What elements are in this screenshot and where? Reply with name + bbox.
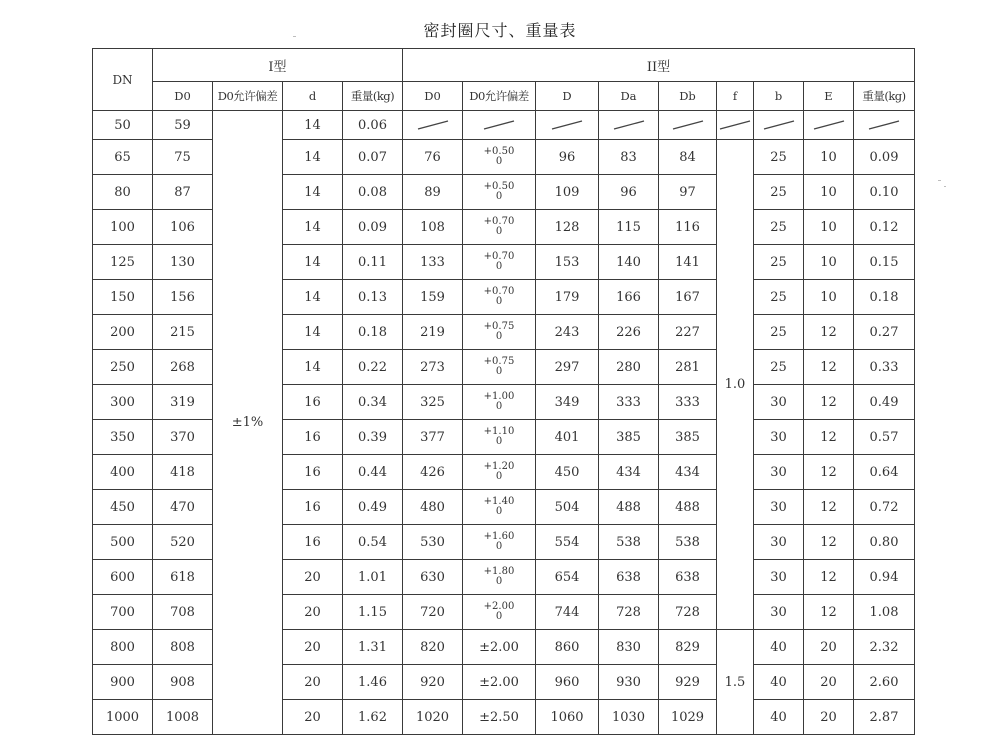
cell-t2-weight: 0.80 <box>854 525 915 560</box>
cell-t1-tolerance: ±1% <box>213 111 283 735</box>
cell-t1-weight: 0.49 <box>343 490 403 525</box>
cell-t2-weight: 0.64 <box>854 455 915 490</box>
cell-t2-E: 12 <box>804 490 854 525</box>
cell-dn: 900 <box>93 665 153 700</box>
cell-t2-weight: 2.87 <box>854 700 915 735</box>
cell-t1-d0: 470 <box>153 490 213 525</box>
cell-dn: 50 <box>93 111 153 140</box>
cell-t1-d0: 520 <box>153 525 213 560</box>
cell-t2-b: 30 <box>754 420 804 455</box>
tolerance-upper: +1.60 <box>483 530 515 542</box>
cell-t2-Da: 638 <box>599 560 659 595</box>
cell-t2-b: 40 <box>754 630 804 665</box>
cell-t1-d: 20 <box>283 630 343 665</box>
cell-dn: 600 <box>93 560 153 595</box>
cell-t2-b: 25 <box>754 245 804 280</box>
cell-t2-d0: 76 <box>403 140 463 175</box>
cell-t1-weight: 0.07 <box>343 140 403 175</box>
cell-t2-f-upper: 1.0 <box>717 140 754 630</box>
cell-t2-b: 40 <box>754 700 804 735</box>
empty-slash-mark <box>762 119 796 131</box>
cell-t2-b: 25 <box>754 175 804 210</box>
cell-t1-weight: 0.08 <box>343 175 403 210</box>
cell-t2-E: 12 <box>804 455 854 490</box>
cell-t1-d0: 708 <box>153 595 213 630</box>
cell-t2-weight: 2.60 <box>854 665 915 700</box>
cell-t2-Da: 226 <box>599 315 659 350</box>
cell-t2-D: 297 <box>536 350 599 385</box>
cell-dn: 100 <box>93 210 153 245</box>
cell-t1-d: 16 <box>283 420 343 455</box>
col-header-t1-d0-tolerance: D0允许偏差 <box>213 82 283 111</box>
cell-t2-Da: 333 <box>599 385 659 420</box>
tolerance-lower: 0 <box>495 505 503 517</box>
tolerance-value: ±2.00 <box>479 674 519 690</box>
tolerance-stack <box>484 392 515 412</box>
tolerance-stack <box>484 147 515 167</box>
cell-t1-weight: 0.44 <box>343 455 403 490</box>
cell-t1-weight: 0.06 <box>343 111 403 140</box>
cell-t2-Db: 385 <box>659 420 717 455</box>
cell-t2-weight: 2.32 <box>854 630 915 665</box>
cell-t1-d0: 618 <box>153 560 213 595</box>
col-header-dn: DN <box>93 49 153 111</box>
tolerance-value: ±2.50 <box>479 709 519 725</box>
cell-t2-weight: 0.27 <box>854 315 915 350</box>
tolerance-stack <box>484 532 515 552</box>
cell-t2-Db: 434 <box>659 455 717 490</box>
cell-t2-Db: 728 <box>659 595 717 630</box>
cell-t1-d: 20 <box>283 595 343 630</box>
tolerance-upper: +1.40 <box>483 495 515 507</box>
cell-t2-E: 10 <box>804 280 854 315</box>
cell-t1-weight: 0.11 <box>343 245 403 280</box>
cell-t1-d0: 106 <box>153 210 213 245</box>
cell-t2-D: 504 <box>536 490 599 525</box>
tolerance-stack <box>484 462 515 482</box>
tolerance-upper: +0.75 <box>483 355 515 367</box>
cell-t2-D: 243 <box>536 315 599 350</box>
cell-t2-b: 25 <box>754 280 804 315</box>
tolerance-stack <box>484 287 515 307</box>
empty-slash-mark <box>812 119 846 131</box>
cell-t2-Db: 97 <box>659 175 717 210</box>
cell-t1-d0: 87 <box>153 175 213 210</box>
tolerance-stack <box>484 427 515 447</box>
cell-t2-tolerance <box>463 560 536 595</box>
cell-t2-b: 25 <box>754 350 804 385</box>
tolerance-upper: +1.00 <box>483 390 515 402</box>
cell-t2-E: 12 <box>804 420 854 455</box>
cell-t2-E: 12 <box>804 525 854 560</box>
tolerance-upper: +0.50 <box>483 180 515 192</box>
cell-t2-D: 96 <box>536 140 599 175</box>
cell-t2-weight: 0.33 <box>854 350 915 385</box>
cell-t2-tolerance <box>463 455 536 490</box>
cell-t2-Db: 538 <box>659 525 717 560</box>
cell-t1-weight: 0.22 <box>343 350 403 385</box>
cell-t2-Db: 281 <box>659 350 717 385</box>
tolerance-lower: 0 <box>495 155 503 167</box>
cell-t1-d: 14 <box>283 280 343 315</box>
cell-t1-d0: 156 <box>153 280 213 315</box>
cell-t2-weight: 0.12 <box>854 210 915 245</box>
cell-t1-d: 14 <box>283 210 343 245</box>
cell-t2-Db: 638 <box>659 560 717 595</box>
cell-dn: 450 <box>93 490 153 525</box>
cell-t2-tolerance <box>463 315 536 350</box>
cell-t1-d: 20 <box>283 560 343 595</box>
cell-t2-E: 20 <box>804 665 854 700</box>
cell-t2-weight: 0.49 <box>854 385 915 420</box>
cell-t2-d0: 426 <box>403 455 463 490</box>
cell-t2-d0: 133 <box>403 245 463 280</box>
cell-t1-weight: 1.62 <box>343 700 403 735</box>
cell-t2-Da: 434 <box>599 455 659 490</box>
cell-t2-Da: 538 <box>599 525 659 560</box>
cell-t2-D: 450 <box>536 455 599 490</box>
cell-t2-E: 12 <box>804 560 854 595</box>
cell-t2-tolerance <box>463 700 536 735</box>
cell-t1-d: 16 <box>283 385 343 420</box>
cell-t2-D: 179 <box>536 280 599 315</box>
cell-t1-weight: 0.09 <box>343 210 403 245</box>
cell-t2-d0: 159 <box>403 280 463 315</box>
cell-t1-d: 16 <box>283 455 343 490</box>
cell-dn: 125 <box>93 245 153 280</box>
tolerance-upper: +2.00 <box>483 600 515 612</box>
cell-t2-E: 20 <box>804 630 854 665</box>
tolerance-lower: 0 <box>495 225 503 237</box>
cell-t2-d0: 720 <box>403 595 463 630</box>
cell-t2-tolerance-empty <box>463 111 536 140</box>
col-header-t2-Da: Da <box>599 82 659 111</box>
tolerance-stack <box>484 252 515 272</box>
cell-t2-D-empty <box>536 111 599 140</box>
cell-t1-d: 14 <box>283 350 343 385</box>
cell-t2-Db: 84 <box>659 140 717 175</box>
cell-dn: 300 <box>93 385 153 420</box>
tolerance-lower: 0 <box>495 470 503 482</box>
cell-t2-Db: 167 <box>659 280 717 315</box>
tolerance-lower: 0 <box>495 540 503 552</box>
cell-t2-tolerance <box>463 420 536 455</box>
cell-t2-tolerance <box>463 245 536 280</box>
tolerance-lower: 0 <box>495 400 503 412</box>
empty-slash-mark <box>718 119 752 131</box>
cell-t2-D: 349 <box>536 385 599 420</box>
cell-t2-tolerance <box>463 525 536 560</box>
cell-t2-d0: 273 <box>403 350 463 385</box>
tolerance-lower: 0 <box>495 575 503 587</box>
cell-t1-d0: 59 <box>153 111 213 140</box>
cell-t2-d0: 377 <box>403 420 463 455</box>
cell-t1-d: 14 <box>283 140 343 175</box>
cell-t2-b: 30 <box>754 560 804 595</box>
cell-t2-Da: 930 <box>599 665 659 700</box>
cell-t2-tolerance <box>463 385 536 420</box>
col-header-t1-d0: D0 <box>153 82 213 111</box>
cell-t2-D: 128 <box>536 210 599 245</box>
cell-t2-f-lower: 1.5 <box>717 630 754 735</box>
cell-t1-weight: 1.46 <box>343 665 403 700</box>
cell-t2-Da: 385 <box>599 420 659 455</box>
col-header-t1-d: d <box>283 82 343 111</box>
col-header-t2-Db: Db <box>659 82 717 111</box>
cell-dn: 80 <box>93 175 153 210</box>
type-1-header: I型 <box>153 49 403 82</box>
tolerance-upper: +0.70 <box>483 215 515 227</box>
scan-speck <box>938 180 941 181</box>
cell-t2-E-empty <box>804 111 854 140</box>
cell-t2-b: 25 <box>754 140 804 175</box>
header-row-types <box>93 49 915 82</box>
cell-t2-Da: 115 <box>599 210 659 245</box>
cell-t2-E: 10 <box>804 210 854 245</box>
tolerance-stack <box>484 322 515 342</box>
cell-t2-tolerance <box>463 175 536 210</box>
cell-t2-b: 30 <box>754 385 804 420</box>
cell-t2-d0: 530 <box>403 525 463 560</box>
cell-dn: 800 <box>93 630 153 665</box>
col-header-t2-weight: 重量(kg) <box>854 82 915 111</box>
cell-t2-b: 30 <box>754 525 804 560</box>
cell-t2-Db: 333 <box>659 385 717 420</box>
cell-t2-D: 554 <box>536 525 599 560</box>
cell-t2-d0: 480 <box>403 490 463 525</box>
tolerance-stack <box>484 602 515 622</box>
cell-t1-d0: 75 <box>153 140 213 175</box>
col-header-t2-E: E <box>804 82 854 111</box>
cell-dn: 350 <box>93 420 153 455</box>
cell-t1-d0: 215 <box>153 315 213 350</box>
tolerance-lower: 0 <box>495 295 503 307</box>
tolerance-upper: +0.70 <box>483 285 515 297</box>
cell-t1-weight: 0.34 <box>343 385 403 420</box>
col-header-t2-b: b <box>754 82 804 111</box>
cell-t2-Db: 829 <box>659 630 717 665</box>
cell-t2-d0: 630 <box>403 560 463 595</box>
col-header-t2-d0-tolerance: D0允许偏差 <box>463 82 536 111</box>
table-title: 密封圈尺寸、重量表 <box>423 21 577 40</box>
cell-t1-weight: 0.13 <box>343 280 403 315</box>
cell-t2-weight: 0.09 <box>854 140 915 175</box>
cell-t2-Da: 140 <box>599 245 659 280</box>
cell-t2-weight: 0.10 <box>854 175 915 210</box>
cell-t2-tolerance <box>463 490 536 525</box>
cell-t2-D: 401 <box>536 420 599 455</box>
cell-t2-weight: 0.57 <box>854 420 915 455</box>
cell-t2-d0: 219 <box>403 315 463 350</box>
cell-t1-d0: 130 <box>153 245 213 280</box>
cell-t2-b-empty <box>754 111 804 140</box>
cell-t2-f-empty <box>717 111 754 140</box>
cell-t2-D: 960 <box>536 665 599 700</box>
cell-dn: 1000 <box>93 700 153 735</box>
cell-t2-Db: 1029 <box>659 700 717 735</box>
cell-t2-b: 25 <box>754 315 804 350</box>
tolerance-upper: +1.80 <box>483 565 515 577</box>
cell-t2-d0: 1020 <box>403 700 463 735</box>
tolerance-lower: 0 <box>495 365 503 377</box>
cell-t1-d0: 268 <box>153 350 213 385</box>
cell-t2-tolerance <box>463 140 536 175</box>
cell-t2-d0: 920 <box>403 665 463 700</box>
cell-t2-b: 40 <box>754 665 804 700</box>
tolerance-upper: +0.50 <box>483 145 515 157</box>
cell-t2-E: 12 <box>804 595 854 630</box>
cell-t2-d0: 325 <box>403 385 463 420</box>
tolerance-stack <box>484 497 515 517</box>
cell-dn: 200 <box>93 315 153 350</box>
empty-slash-mark <box>867 119 901 131</box>
header-row-columns <box>93 82 915 111</box>
scan-speck <box>944 186 946 187</box>
cell-t2-E: 10 <box>804 140 854 175</box>
cell-t2-D: 109 <box>536 175 599 210</box>
tolerance-stack <box>484 567 515 587</box>
tolerance-upper: +0.70 <box>483 250 515 262</box>
cell-t1-d: 20 <box>283 700 343 735</box>
cell-t1-weight: 0.39 <box>343 420 403 455</box>
cell-dn: 250 <box>93 350 153 385</box>
cell-t2-Da: 728 <box>599 595 659 630</box>
cell-t2-E: 12 <box>804 350 854 385</box>
cell-t2-Da: 96 <box>599 175 659 210</box>
tolerance-stack <box>484 182 515 202</box>
cell-t2-E: 20 <box>804 700 854 735</box>
cell-t2-Da: 166 <box>599 280 659 315</box>
cell-dn: 65 <box>93 140 153 175</box>
cell-t2-D: 744 <box>536 595 599 630</box>
tolerance-lower: 0 <box>495 610 503 622</box>
cell-t2-E: 12 <box>804 315 854 350</box>
empty-slash-mark <box>416 119 450 131</box>
seal-ring-table <box>92 48 915 735</box>
empty-slash-mark <box>550 119 584 131</box>
cell-dn: 400 <box>93 455 153 490</box>
tolerance-stack <box>484 217 515 237</box>
empty-slash-mark <box>671 119 705 131</box>
cell-t2-weight: 1.08 <box>854 595 915 630</box>
cell-t1-d: 14 <box>283 111 343 140</box>
cell-t1-d: 14 <box>283 245 343 280</box>
cell-t2-d0-empty <box>403 111 463 140</box>
tolerance-lower: 0 <box>495 330 503 342</box>
cell-t1-d: 20 <box>283 665 343 700</box>
cell-t2-weight: 0.18 <box>854 280 915 315</box>
cell-t1-weight: 0.54 <box>343 525 403 560</box>
cell-t1-d0: 908 <box>153 665 213 700</box>
cell-t2-E: 12 <box>804 385 854 420</box>
col-header-t2-D: D <box>536 82 599 111</box>
cell-t1-weight: 1.31 <box>343 630 403 665</box>
cell-t2-tolerance <box>463 595 536 630</box>
tolerance-upper: +1.10 <box>483 425 515 437</box>
cell-t2-tolerance <box>463 630 536 665</box>
cell-t1-d: 14 <box>283 315 343 350</box>
cell-t2-Db: 227 <box>659 315 717 350</box>
cell-t1-d0: 319 <box>153 385 213 420</box>
cell-t1-d: 16 <box>283 490 343 525</box>
tolerance-stack <box>484 357 515 377</box>
cell-t1-weight: 1.01 <box>343 560 403 595</box>
cell-t1-weight: 0.18 <box>343 315 403 350</box>
cell-t2-E: 10 <box>804 175 854 210</box>
cell-t2-weight: 0.15 <box>854 245 915 280</box>
tolerance-upper: +1.20 <box>483 460 515 472</box>
tolerance-lower: 0 <box>495 260 503 272</box>
cell-t2-Db-empty <box>659 111 717 140</box>
cell-t2-Db: 929 <box>659 665 717 700</box>
cell-t2-D: 860 <box>536 630 599 665</box>
cell-t2-weight: 0.72 <box>854 490 915 525</box>
cell-t2-Da: 1030 <box>599 700 659 735</box>
tolerance-upper: +0.75 <box>483 320 515 332</box>
cell-t1-d0: 370 <box>153 420 213 455</box>
cell-t2-Da-empty <box>599 111 659 140</box>
cell-t2-Db: 116 <box>659 210 717 245</box>
cell-t2-D: 654 <box>536 560 599 595</box>
cell-t2-Da: 83 <box>599 140 659 175</box>
type-2-header: II型 <box>403 49 915 82</box>
table-row <box>93 111 915 140</box>
cell-t2-D: 1060 <box>536 700 599 735</box>
cell-t1-d: 16 <box>283 525 343 560</box>
col-header-t1-weight: 重量(kg) <box>343 82 403 111</box>
cell-t2-tolerance <box>463 210 536 245</box>
cell-t2-Da: 488 <box>599 490 659 525</box>
empty-slash-mark <box>612 119 646 131</box>
empty-slash-mark <box>482 119 516 131</box>
cell-t2-tolerance <box>463 280 536 315</box>
cell-t2-Da: 280 <box>599 350 659 385</box>
cell-t2-E: 10 <box>804 245 854 280</box>
cell-t2-d0: 820 <box>403 630 463 665</box>
scan-speck <box>293 36 296 37</box>
col-header-t2-f: f <box>717 82 754 111</box>
cell-t2-weight: 0.94 <box>854 560 915 595</box>
cell-t2-weight-empty <box>854 111 915 140</box>
cell-t1-d: 14 <box>283 175 343 210</box>
tolerance-value: ±2.00 <box>479 639 519 655</box>
cell-t1-d0: 1008 <box>153 700 213 735</box>
cell-t2-b: 25 <box>754 210 804 245</box>
cell-dn: 700 <box>93 595 153 630</box>
tolerance-lower: 0 <box>495 190 503 202</box>
cell-t1-d0: 418 <box>153 455 213 490</box>
cell-t2-tolerance <box>463 350 536 385</box>
cell-t2-d0: 89 <box>403 175 463 210</box>
cell-t2-tolerance <box>463 665 536 700</box>
cell-t2-b: 30 <box>754 455 804 490</box>
cell-t2-d0: 108 <box>403 210 463 245</box>
cell-t2-D: 153 <box>536 245 599 280</box>
col-header-t2-d0: D0 <box>403 82 463 111</box>
cell-t2-b: 30 <box>754 595 804 630</box>
cell-t1-d0: 808 <box>153 630 213 665</box>
cell-t2-b: 30 <box>754 490 804 525</box>
cell-t1-weight: 1.15 <box>343 595 403 630</box>
cell-t2-Da: 830 <box>599 630 659 665</box>
tolerance-lower: 0 <box>495 435 503 447</box>
cell-dn: 150 <box>93 280 153 315</box>
cell-dn: 500 <box>93 525 153 560</box>
cell-t2-Db: 141 <box>659 245 717 280</box>
cell-t2-Db: 488 <box>659 490 717 525</box>
